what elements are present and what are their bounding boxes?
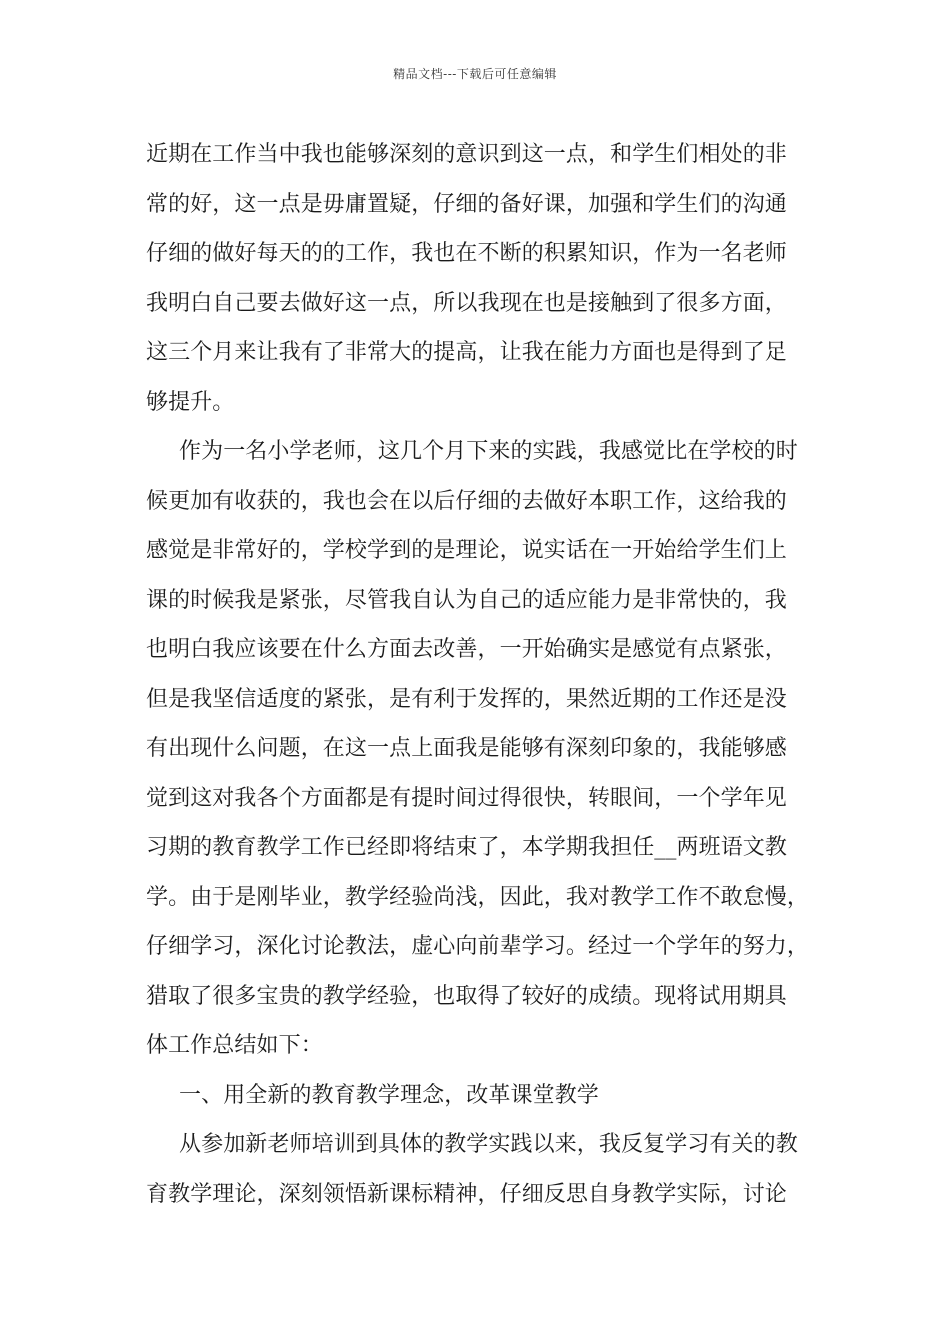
text-line: 习期的教育教学工作已经即将结束了，本学期我担任__两班语文教	[146, 835, 788, 860]
text-line: 仔细的做好每天的的工作，我也在不断的积累知识，作为一名老师	[146, 241, 787, 266]
text-line: 常的好，这一点是毋庸置疑，仔细的备好课，加强和学生们的沟通	[146, 191, 787, 217]
text-line: 有出现什么问题，在这一点上面我是能够有深刻印象的，我能够感	[146, 736, 787, 761]
text-line: 课的时候我是紧张，尽管我自认为自己的适应能力是非常快的，我	[146, 587, 787, 613]
text-line: 但是我坚信适度的紧张，是有利于发挥的，果然近期的工作还是没	[146, 686, 787, 712]
text-line: 也明白我应该要在什么方面去改善，一开始确实是感觉有点紧张，	[146, 637, 787, 662]
text-line: 觉到这对我各个方面都是有提时间过得很快，转眼间，一个学年见	[146, 785, 787, 811]
section-heading: 一、用全新的教育教学理念，改革课堂教学	[179, 1082, 599, 1108]
text-line: 这三个月来让我有了非常大的提高，让我在能力方面也是得到了足	[146, 340, 787, 365]
page-header: 精品文档---下载后可任意编辑	[393, 67, 557, 81]
text-line: 候更加有收获的，我也会在以后仔细的去做好本职工作，这给我的	[146, 488, 787, 514]
paragraph-start-line: 从参加新老师培训到具体的教学实践以来，我反复学习有关的教	[179, 1132, 798, 1157]
text-line: 感觉是非常好的，学校学到的是理论，说实话在一开始给学生们上	[146, 538, 787, 563]
text-line: 猎取了很多宝贵的教学经验，也取得了较好的成绩。现将试用期具	[146, 983, 787, 1009]
text-line: 仔细学习，深化讨论教法，虚心向前辈学习。经过一个学年的努力，	[146, 934, 810, 959]
text-line: 够提升。	[146, 389, 235, 415]
text-line: 育教学理论，深刻领悟新课标精神，仔细反思自身教学实际，讨论	[146, 1181, 787, 1207]
text-line: 近期在工作当中我也能够深刻的意识到这一点，和学生们相处的非	[146, 142, 787, 167]
text-line: 体工作总结如下：	[146, 1033, 323, 1058]
text-line: 学。由于是刚毕业，教学经验尚浅，因此，我对教学工作不敢怠慢，	[146, 884, 810, 910]
paragraph-start-line: 作为一名小学老师，这几个月下来的实践，我感觉比在学校的时	[179, 439, 798, 464]
document-body	[146, 130, 826, 1219]
text-line: 我明白自己要去做好这一点，所以我现在也是接触到了很多方面，	[146, 290, 787, 316]
